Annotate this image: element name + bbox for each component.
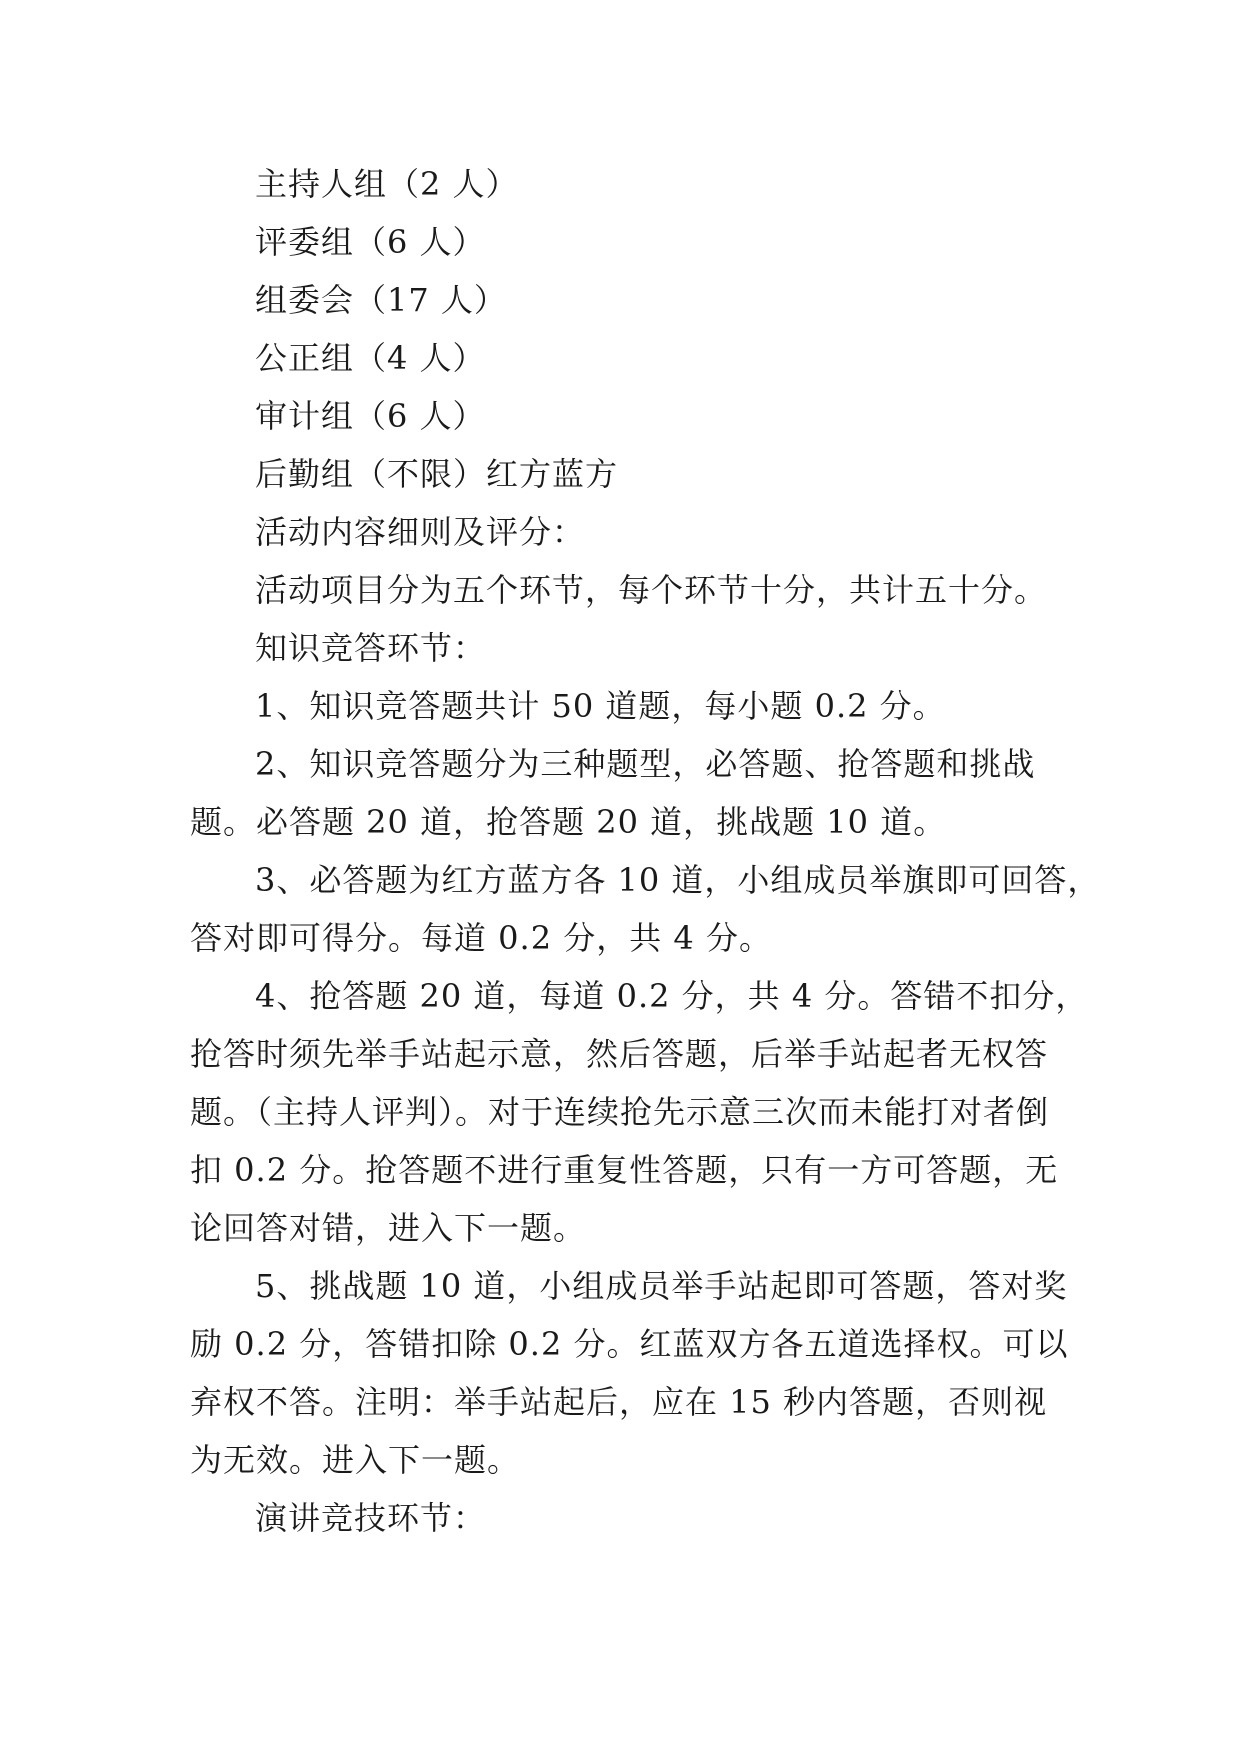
text-line: 4、抢答题 20 道，每道 0.2 分，共 4 分。答错不扣分，: [255, 977, 1089, 1015]
section-heading: 知识竞答环节：: [255, 629, 487, 667]
text-line: 励 0.2 分，答错扣除 0.2 分。红蓝双方各五道选择权。可以: [190, 1325, 1069, 1363]
text-line: 主持人组（2 人）: [255, 165, 519, 203]
text-line: 5、挑战题 10 道，小组成员举手站起即可答题，答对奖: [255, 1267, 1068, 1305]
text-line: 题。必答题 20 道，抢答题 20 道，挑战题 10 道。: [190, 803, 947, 841]
text-line: 审计组（6 人）: [255, 397, 486, 435]
text-line: 论回答对错，进入下一题。: [190, 1209, 587, 1247]
text-line: 公正组（4 人）: [255, 339, 486, 377]
text-line: 后勤组（不限）红方蓝方: [255, 455, 619, 493]
text-line: 答对即可得分。每道 0.2 分，共 4 分。: [190, 919, 772, 957]
text-line: 扣 0.2 分。抢答题不进行重复性答题，只有一方可答题，无: [190, 1151, 1059, 1189]
text-line: 评委组（6 人）: [255, 223, 486, 261]
text-line: 为无效。进入下一题。: [190, 1441, 521, 1479]
text-line: 活动项目分为五个环节，每个环节十分，共计五十分。: [255, 571, 1048, 609]
section-heading: 活动内容细则及评分：: [255, 513, 586, 551]
text-line: 题。（主持人评判）。对于连续抢先示意三次而未能打对者倒: [190, 1093, 1050, 1131]
text-line: 2、知识竞答题分为三种题型，必答题、抢答题和挑战: [255, 745, 1036, 783]
text-line: 1、知识竞答题共计 50 道题，每小题 0.2 分。: [255, 687, 946, 725]
text-line: 组委会（17 人）: [255, 281, 507, 319]
text-line: 3、必答题为红方蓝方各 10 道，小组成员举旗即可回答，: [255, 861, 1101, 899]
section-heading: 演讲竞技环节：: [255, 1499, 487, 1537]
text-line: 弃权不答。注明：举手站起后，应在 15 秒内答题，否则视: [190, 1383, 1048, 1421]
text-line: 抢答时须先举手站起示意，然后答题，后举手站起者无权答: [190, 1035, 1049, 1073]
